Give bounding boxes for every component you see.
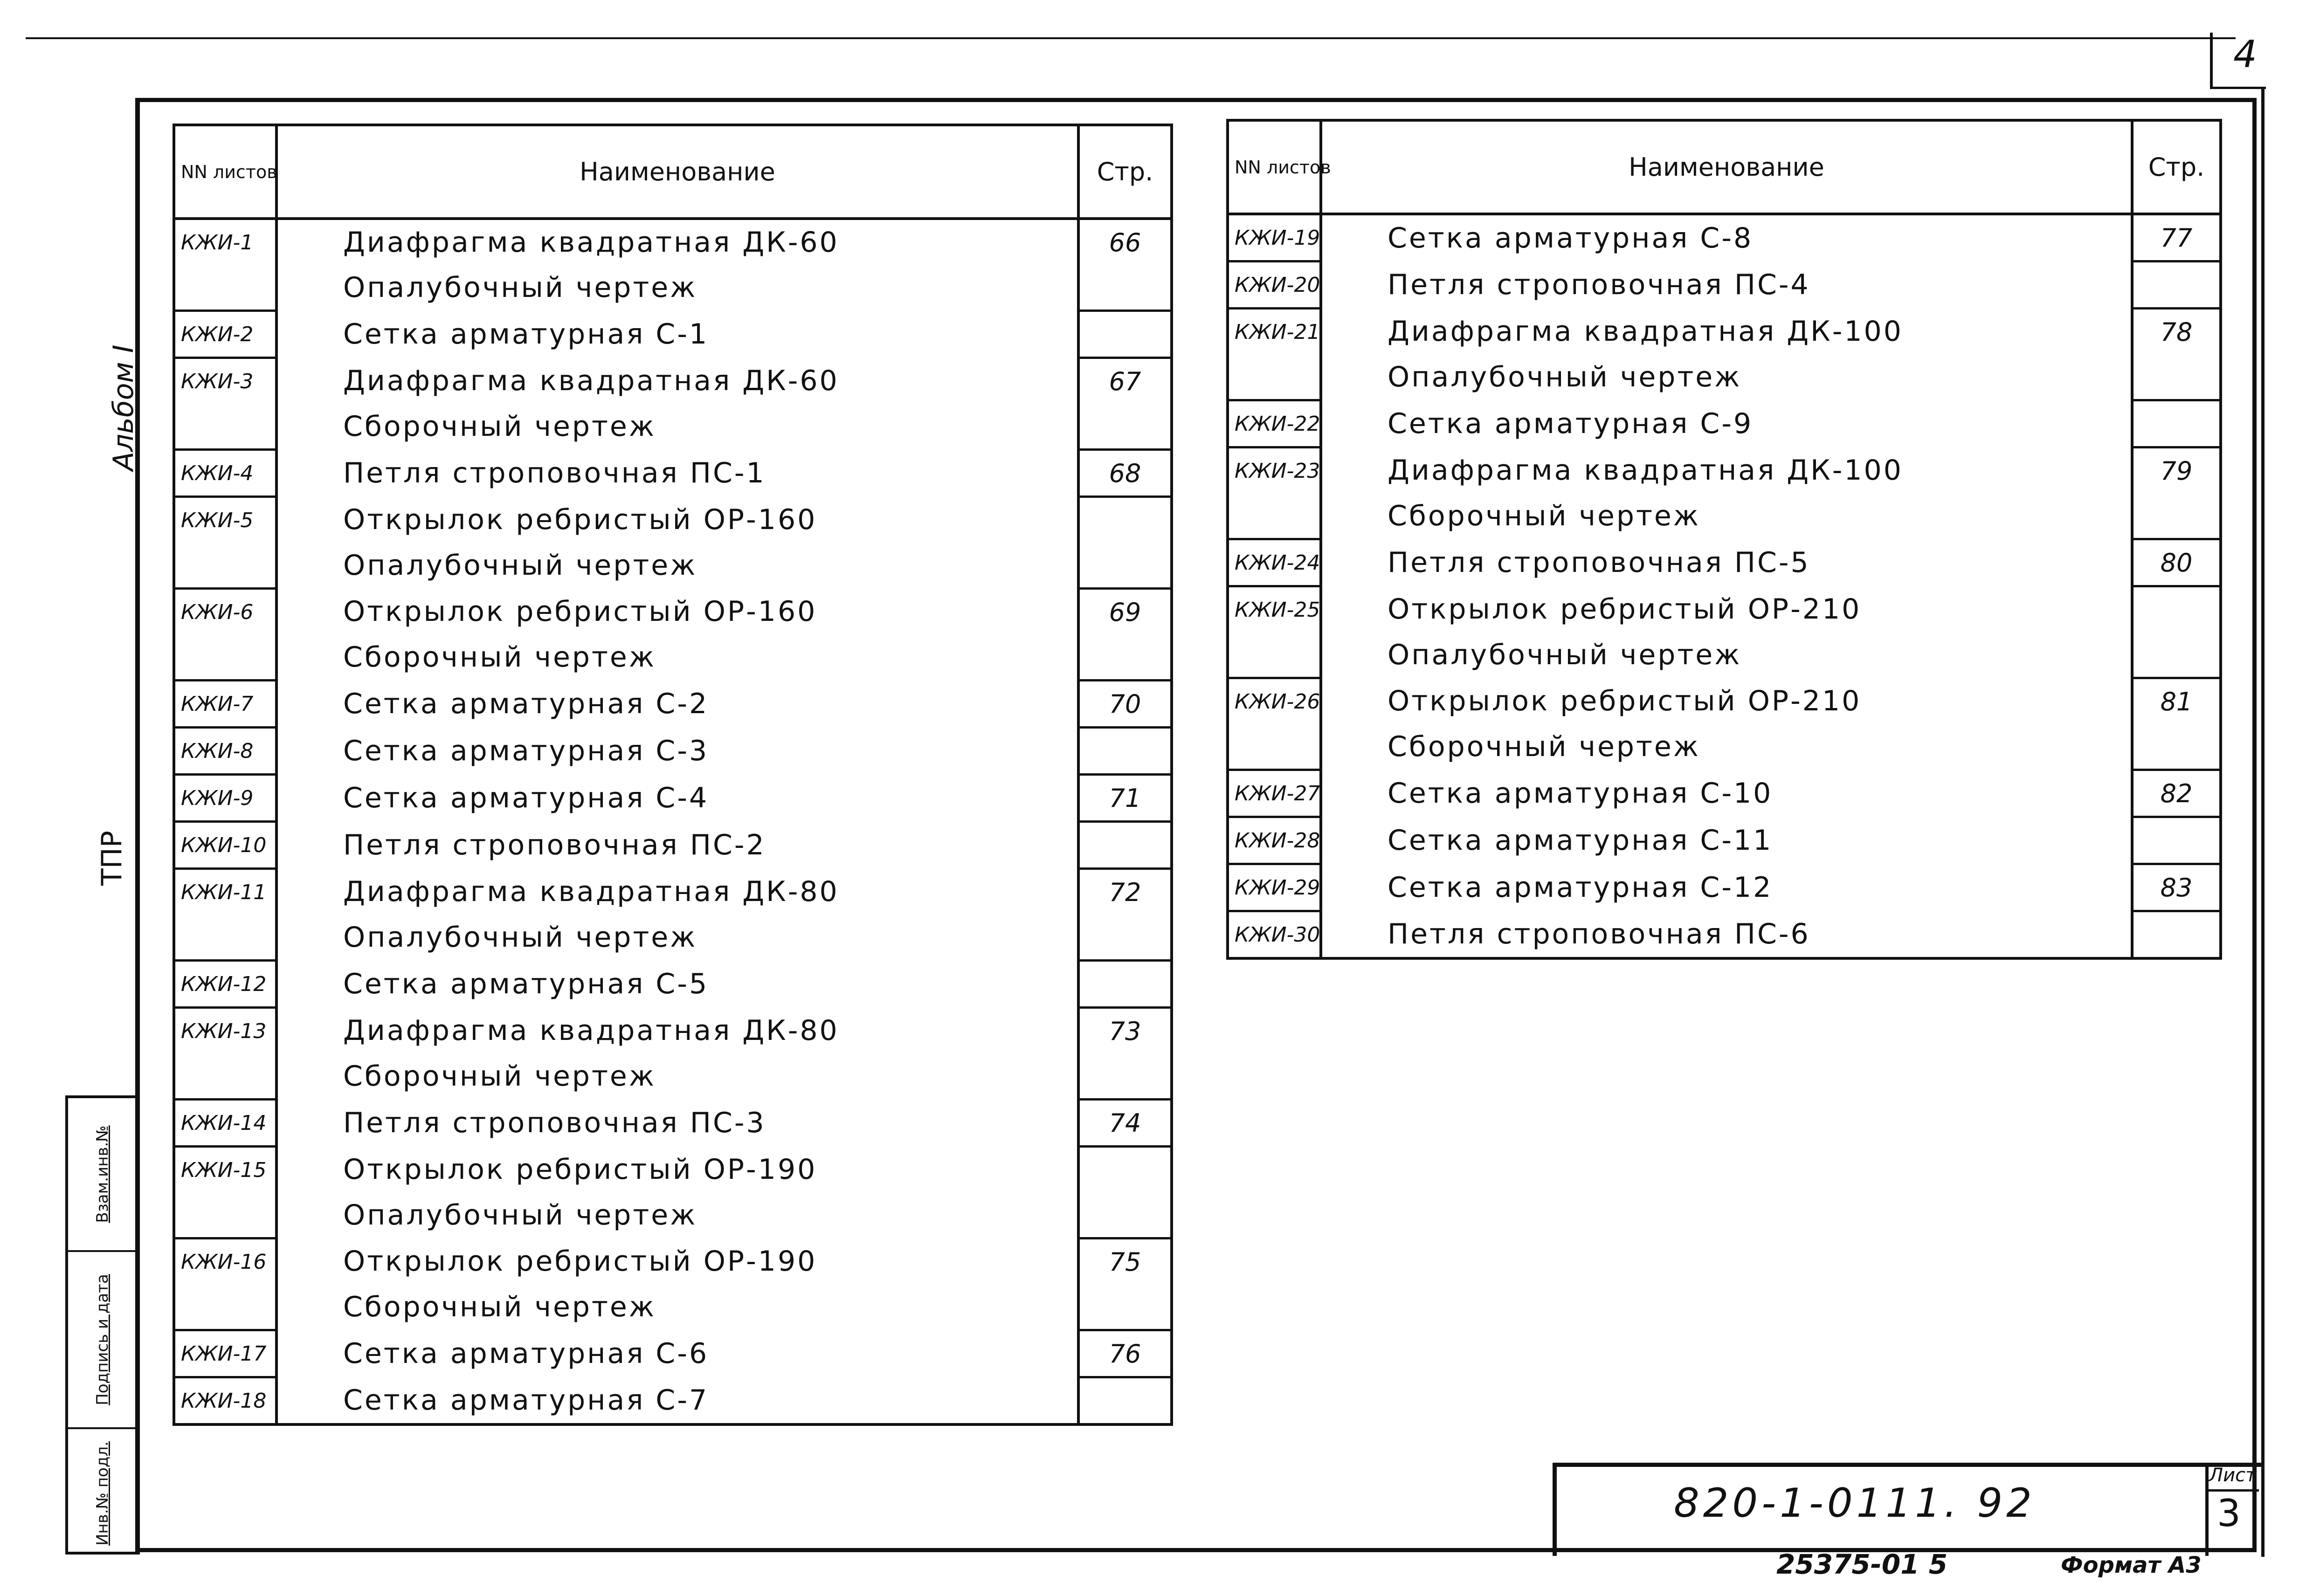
page-number-cell: 74 — [1078, 1100, 1172, 1147]
header-sheet-no: NN листов — [1228, 120, 1321, 214]
table-row — [174, 543, 1172, 589]
sheet-name-cell: Сборочный чертеж — [1321, 724, 2132, 770]
sheet-number-cell: КЖИ-19 — [1228, 214, 1321, 261]
sheet-number-cell — [174, 404, 276, 450]
sheet-number-cell — [174, 1192, 276, 1238]
sheet-number-cell — [174, 265, 276, 311]
sheet-number-cell: КЖИ-1 — [174, 219, 276, 265]
table-row — [174, 219, 1172, 265]
page-number-cell: 70 — [1078, 681, 1172, 728]
table-row — [1228, 400, 2221, 447]
sheet-number-cell: КЖИ-30 — [1228, 911, 1321, 959]
sheet-name-cell: Опалубочный чертеж — [1321, 354, 2132, 400]
table-row — [174, 1238, 1172, 1285]
table-row — [174, 311, 1172, 358]
sheet-number-cell: КЖИ-3 — [174, 358, 276, 404]
stamp-cell-inventory — [68, 1429, 137, 1557]
page-number-cell — [1078, 961, 1172, 1008]
page-number-cell — [1078, 1147, 1172, 1193]
sheet-number-cell: КЖИ-17 — [174, 1330, 276, 1377]
sheet-number-cell: КЖИ-22 — [1228, 400, 1321, 447]
stamp-cell-signature — [68, 1252, 137, 1429]
table-row — [174, 450, 1172, 497]
page-number-cell: 66 — [1078, 219, 1172, 265]
sheet-number-cell: КЖИ-4 — [174, 450, 276, 497]
sheet-name-cell: Диафрагма квадратная ДК-80 — [276, 1008, 1078, 1054]
sheet-name-cell: Сетка арматурная С-10 — [1321, 770, 2132, 817]
page-number-cell — [1078, 497, 1172, 543]
sheet-name-cell: Опалубочный чертеж — [276, 543, 1078, 589]
sheet-number-cell: КЖИ-8 — [174, 728, 276, 775]
sheet-name-cell: Сетка арматурная С-1 — [276, 311, 1078, 358]
page-number-cell — [1078, 915, 1172, 961]
sheet-name-cell: Сборочный чертеж — [276, 634, 1078, 681]
top-rule-right — [2210, 33, 2213, 89]
table-row — [174, 1053, 1172, 1100]
table-row — [1228, 911, 2221, 959]
header-page: Стр. — [1078, 125, 1172, 219]
sheet-number-cell: КЖИ-24 — [1228, 539, 1321, 586]
sheet-name-cell: Сборочный чертеж — [276, 404, 1078, 450]
page-number-cell — [1078, 1377, 1172, 1425]
table-row — [174, 1100, 1172, 1147]
sheet-list-table-right — [1226, 119, 2222, 960]
series-label: ТПР — [96, 831, 128, 886]
table-row — [174, 1377, 1172, 1425]
sheet-number-cell: КЖИ-11 — [174, 869, 276, 915]
table-row — [174, 681, 1172, 728]
sheet-name-cell: Сетка арматурная С-2 — [276, 681, 1078, 728]
corner-page-number: 4 — [2233, 33, 2257, 76]
page-number-cell: 69 — [1078, 589, 1172, 635]
sheet-name-cell: Петля строповочная ПС-3 — [276, 1100, 1078, 1147]
table-row — [174, 915, 1172, 961]
table-row — [1228, 724, 2221, 770]
album-label: Альбом I — [107, 344, 140, 471]
sheet-number-cell: КЖИ-14 — [174, 1100, 276, 1147]
sheet-name-cell: Опалубочный чертеж — [276, 915, 1078, 961]
page-number-cell — [2132, 400, 2221, 447]
stamp-cell-replace — [68, 1098, 137, 1252]
sheet-name-cell: Петля строповочная ПС-6 — [1321, 911, 2132, 959]
inventory-number: 25375-01 5 — [1776, 1548, 1948, 1580]
sheet-name-cell: Открылок ребристый ОР-190 — [276, 1147, 1078, 1193]
table-row — [1228, 447, 2221, 494]
sheet-number-cell — [174, 634, 276, 681]
sheet-name-cell: Сетка арматурная С-4 — [276, 775, 1078, 822]
page-number-cell — [1078, 728, 1172, 775]
stamp-inventory-label: Инв.№ подл. — [93, 1441, 112, 1546]
sheet-number-cell: КЖИ-27 — [1228, 770, 1321, 817]
table-row — [1228, 632, 2221, 678]
table-row — [1228, 864, 2221, 911]
page-number-cell — [1078, 265, 1172, 311]
sheet-name-cell: Сетка арматурная С-12 — [1321, 864, 2132, 911]
sheet-name-cell: Сетка арматурная С-3 — [276, 728, 1078, 775]
sheet-name-cell: Петля строповочная ПС-1 — [276, 450, 1078, 497]
document-code: 820-1-0111. 92 — [1674, 1480, 2036, 1527]
table-row — [1228, 586, 2221, 633]
sheet-name-cell: Диафрагма квадратная ДК-60 — [276, 358, 1078, 404]
table-row — [174, 589, 1172, 635]
sheet-number-cell — [1228, 493, 1321, 539]
stamp-signature-label: Подпись и дата — [93, 1274, 112, 1405]
table-row — [1228, 214, 2221, 261]
page-number-cell: 80 — [2132, 539, 2221, 586]
sheet-number-cell: КЖИ-21 — [1228, 309, 1321, 355]
table-row — [174, 265, 1172, 311]
page-number-cell — [1078, 543, 1172, 589]
page-number-cell — [2132, 493, 2221, 539]
sheet-number-cell: КЖИ-7 — [174, 681, 276, 728]
stamp-replace-label: Взам.инв.№ — [93, 1125, 112, 1223]
sheet-label: Лист — [2209, 1465, 2257, 1486]
sheet-number-cell — [174, 1053, 276, 1100]
table-row — [174, 1008, 1172, 1054]
table-row — [174, 634, 1172, 681]
page-number-cell: 76 — [1078, 1330, 1172, 1377]
sheet-name-cell: Открылок ребристый ОР-210 — [1321, 586, 2132, 633]
sheet-name-cell: Опалубочный чертеж — [1321, 632, 2132, 678]
page-number-cell — [2132, 817, 2221, 864]
table-row — [1228, 770, 2221, 817]
sheet-name-cell: Диафрагма квадратная ДК-100 — [1321, 309, 2132, 355]
sheet-list-table-left — [173, 124, 1173, 1426]
page-number-cell — [1078, 822, 1172, 869]
page-number-cell: 73 — [1078, 1008, 1172, 1054]
sheet-name-cell: Открылок ребристый ОР-190 — [276, 1238, 1078, 1285]
page-number-cell — [1078, 1284, 1172, 1330]
sheet-number-cell: КЖИ-20 — [1228, 261, 1321, 309]
table-row — [174, 728, 1172, 775]
sheet-number-cell — [1228, 354, 1321, 400]
page-number-cell: 72 — [1078, 869, 1172, 915]
page-number-cell — [1078, 311, 1172, 358]
table-row — [174, 1330, 1172, 1377]
sheet-number-cell: КЖИ-12 — [174, 961, 276, 1008]
table-row — [174, 1192, 1172, 1238]
table-row — [174, 869, 1172, 915]
sheet-number-cell: КЖИ-9 — [174, 775, 276, 822]
table-row — [174, 1284, 1172, 1330]
sheet-number-cell: КЖИ-15 — [174, 1147, 276, 1193]
sheet-name-cell: Сетка арматурная С-11 — [1321, 817, 2132, 864]
table-row — [174, 822, 1172, 869]
page-number-cell: 78 — [2132, 309, 2221, 355]
page-number-cell — [2132, 724, 2221, 770]
sheet-number-cell: КЖИ-28 — [1228, 817, 1321, 864]
sheet-name-cell: Сетка арматурная С-7 — [276, 1377, 1078, 1425]
table-row — [1228, 261, 2221, 309]
sheet-name-cell: Открылок ребристый ОР-160 — [276, 497, 1078, 543]
sheet-name-cell: Сетка арматурная С-6 — [276, 1330, 1078, 1377]
table-row — [174, 497, 1172, 543]
sheet-number-cell: КЖИ-5 — [174, 497, 276, 543]
sheet-name-cell: Сборочный чертеж — [1321, 493, 2132, 539]
sheet-number-cell: КЖИ-29 — [1228, 864, 1321, 911]
table-row — [174, 961, 1172, 1008]
page-number-cell — [1078, 1053, 1172, 1100]
page-number-cell: 68 — [1078, 450, 1172, 497]
top-rule — [26, 37, 2236, 39]
sheet-name-cell: Открылок ребристый ОР-210 — [1321, 678, 2132, 724]
sheet-number-cell: КЖИ-23 — [1228, 447, 1321, 494]
sheet-name-cell: Сетка арматурная С-5 — [276, 961, 1078, 1008]
sheet-number-cell: КЖИ-10 — [174, 822, 276, 869]
sheet-number-cell: КЖИ-6 — [174, 589, 276, 635]
sheet-number-cell: КЖИ-13 — [174, 1008, 276, 1054]
table-row — [1228, 309, 2221, 355]
sheet-number-cell — [1228, 632, 1321, 678]
page-number-cell: 71 — [1078, 775, 1172, 822]
table-row — [174, 404, 1172, 450]
sheet-name-cell: Петля строповочная ПС-2 — [276, 822, 1078, 869]
table-row — [1228, 678, 2221, 724]
table-row — [1228, 817, 2221, 864]
sheet-name-cell: Диафрагма квадратная ДК-100 — [1321, 447, 2132, 494]
table-row — [1228, 493, 2221, 539]
sheet-number-cell: КЖИ-25 — [1228, 586, 1321, 633]
page-number-cell — [2132, 261, 2221, 309]
sheet-number-cell — [174, 915, 276, 961]
page-number-cell: 79 — [2132, 447, 2221, 494]
sheet-name-cell: Сетка арматурная С-8 — [1321, 214, 2132, 261]
sheet-name-cell: Сборочный чертеж — [276, 1053, 1078, 1100]
sheet-number-cell — [174, 1284, 276, 1330]
table-header-row — [174, 125, 1172, 219]
page-number-cell: 75 — [1078, 1238, 1172, 1285]
frame-right-shadow — [2261, 89, 2265, 1557]
table-row — [1228, 354, 2221, 400]
sheet-name-cell: Опалубочный чертеж — [276, 265, 1078, 311]
header-page: Стр. — [2132, 120, 2221, 214]
table-row — [174, 358, 1172, 404]
page-number-cell: 83 — [2132, 864, 2221, 911]
sheet-name-cell: Петля строповочная ПС-4 — [1321, 261, 2132, 309]
page-number-cell: 77 — [2132, 214, 2221, 261]
table-header-row — [1228, 120, 2221, 214]
sheet-number-cell: КЖИ-16 — [174, 1238, 276, 1285]
top-rule-bottom — [2210, 87, 2266, 89]
sheet-name-cell: Сетка арматурная С-9 — [1321, 400, 2132, 447]
header-name: Наименование — [1321, 120, 2132, 214]
table-row — [174, 775, 1172, 822]
sheet-number-cell — [174, 543, 276, 589]
page-number-cell — [2132, 586, 2221, 633]
sheet-name-cell: Петля строповочная ПС-5 — [1321, 539, 2132, 586]
page-number-cell: 81 — [2132, 678, 2221, 724]
sheet-number-cell — [1228, 724, 1321, 770]
page-number-cell — [2132, 632, 2221, 678]
sheet-name-cell: Диафрагма квадратная ДК-80 — [276, 869, 1078, 915]
page-number-cell — [1078, 404, 1172, 450]
page-number-cell — [1078, 634, 1172, 681]
page-number-cell: 82 — [2132, 770, 2221, 817]
sheet-name-cell: Сборочный чертеж — [276, 1284, 1078, 1330]
header-sheet-no: NN листов — [174, 125, 276, 219]
header-name: Наименование — [276, 125, 1078, 219]
sheet-number: 3 — [2217, 1492, 2241, 1535]
format-label: Формат А3 — [2061, 1552, 2202, 1578]
sheet-name-cell: Открылок ребристый ОР-160 — [276, 589, 1078, 635]
sheet-name-cell: Диафрагма квадратная ДК-60 — [276, 219, 1078, 265]
page-number-cell — [2132, 354, 2221, 400]
sheet-number-cell: КЖИ-18 — [174, 1377, 276, 1425]
sheet-number-cell: КЖИ-26 — [1228, 678, 1321, 724]
side-stamp — [65, 1095, 140, 1555]
table-row — [174, 1147, 1172, 1193]
page-number-cell — [2132, 911, 2221, 959]
page-number-cell — [1078, 1192, 1172, 1238]
sheet-name-cell: Опалубочный чертеж — [276, 1192, 1078, 1238]
page-number-cell: 67 — [1078, 358, 1172, 404]
table-row — [1228, 539, 2221, 586]
sheet-number-cell: КЖИ-2 — [174, 311, 276, 358]
